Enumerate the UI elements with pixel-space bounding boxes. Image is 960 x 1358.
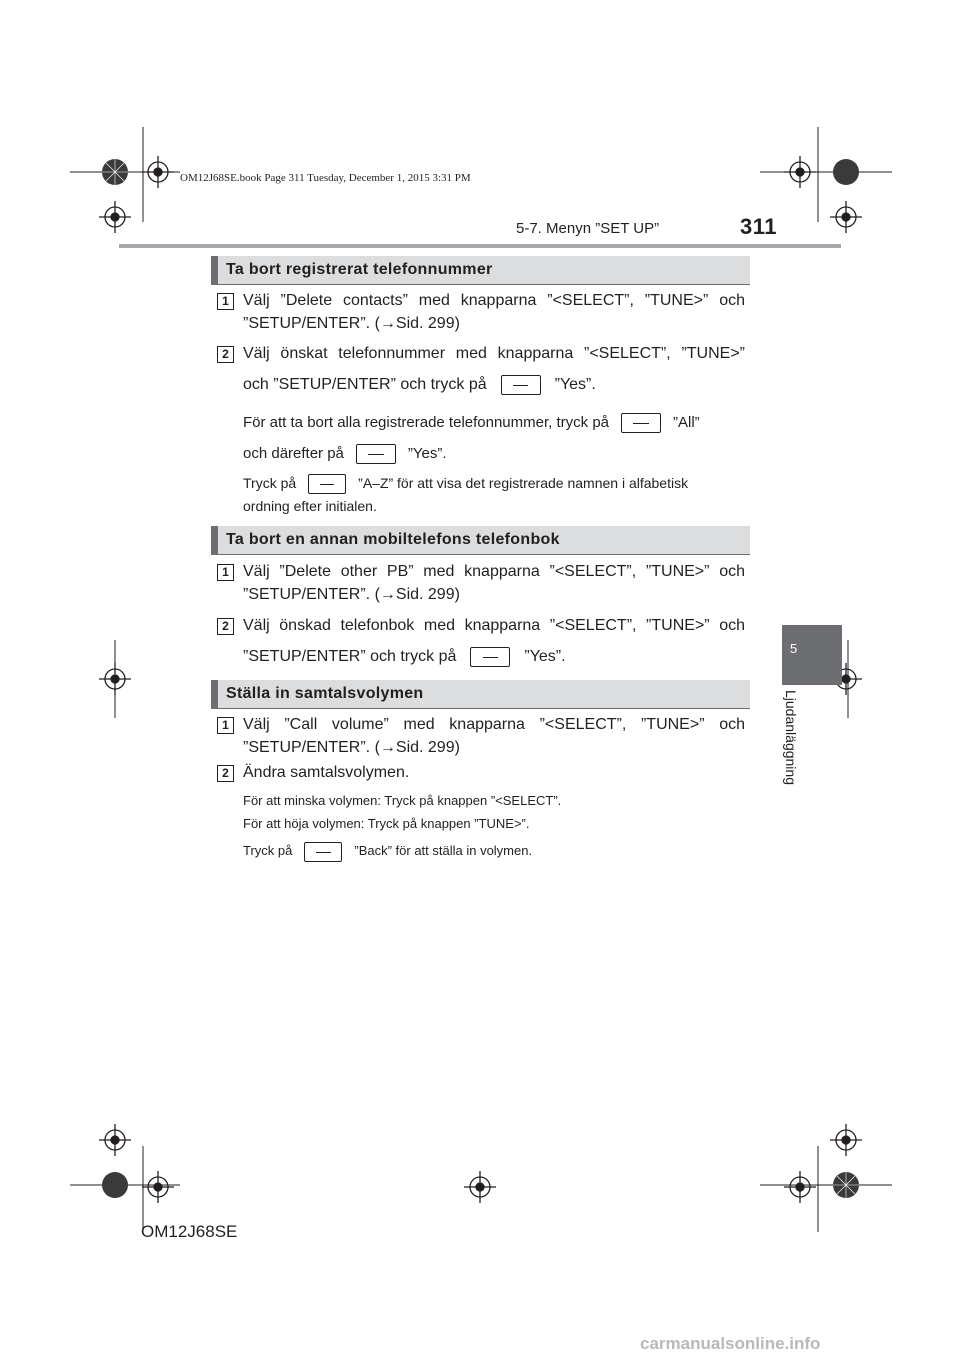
step-text: ”SETUP/ENTER”. (→Sid. 299)	[243, 586, 460, 603]
note-text: Tryck på ”A–Z” för att visa det registrerade namnen i alfabetisk	[243, 472, 745, 494]
note-text: För att ta bort alla registrerade telefonnummer, tryck på ”All”	[243, 412, 745, 434]
note-text: För att minska volymen: Tryck på knappen ”<SELECT”.	[243, 793, 562, 808]
note-text: ordning efter initialen.	[243, 498, 377, 514]
screen-button-icon	[501, 375, 541, 395]
section-header-call-volume	[211, 680, 750, 709]
page-number: 311	[740, 214, 777, 239]
step-text: Välj önskat telefonnummer med knapparna ”<SELECT”, ”TUNE>”	[243, 345, 745, 362]
chapter-label	[781, 690, 805, 800]
section-header-delete-phonebook	[211, 526, 750, 555]
header-rule	[119, 244, 841, 248]
step-text: Ändra samtalsvolymen.	[243, 764, 410, 781]
note-text: och därefter på ”Yes”.	[243, 443, 745, 465]
chapter-label-text: Ljudanläggning	[783, 690, 799, 785]
step-number: 1	[217, 564, 234, 581]
step-text: Välj ”Delete other PB” med knapparna ”<SELECT”, ”TUNE>” och	[243, 563, 745, 580]
step-number: 2	[217, 618, 234, 635]
screen-button-icon	[470, 647, 510, 667]
screen-button-icon	[621, 413, 661, 433]
header-section-title: 5-7. Menyn ”SET UP”	[516, 220, 660, 237]
step-number: 1	[217, 717, 234, 734]
screen-button-icon	[356, 444, 396, 464]
watermark: carmanualsonline.info	[640, 1334, 821, 1353]
section-header-delete-number	[211, 256, 750, 285]
screen-button-icon	[308, 474, 346, 494]
note-text: Tryck på ”Back” för att ställa in volymen.	[243, 840, 745, 862]
screen-button-icon	[304, 842, 342, 862]
step-text: Välj ”Delete contacts” med knapparna ”<SELECT”, ”TUNE>” och	[243, 292, 745, 309]
footer-manual-code: OM12J68SE	[141, 1222, 238, 1241]
note-text: För att höja volymen: Tryck på knappen ”TUNE>”.	[243, 816, 530, 831]
chapter-number: 5	[790, 641, 798, 656]
section-title: Ställa in samtalsvolymen	[226, 685, 424, 702]
step-number: 1	[217, 293, 234, 310]
step-text-line: och ”SETUP/ENTER” och tryck på ”Yes”.	[243, 376, 596, 393]
step-text: ”SETUP/ENTER”. (→Sid. 299)	[243, 739, 460, 756]
step-text: Välj ”Call volume” med knapparna ”<SELECT”, ”TUNE>” och	[243, 716, 745, 733]
chapter-tab	[782, 625, 842, 685]
step-number: 2	[217, 346, 234, 363]
step-text-line: ”SETUP/ENTER” och tryck på ”Yes”.	[243, 648, 566, 665]
section-title: Ta bort en annan mobiltelefons telefonbok	[226, 531, 560, 548]
step-number: 2	[217, 765, 234, 782]
step-text: Välj önskad telefonbok med knapparna ”<SELECT”, ”TUNE>” och	[243, 617, 745, 634]
section-title: Ta bort registrerat telefonnummer	[226, 261, 493, 278]
book-line: OM12J68SE.book Page 311 Tuesday, December 1, 2015 3:31 PM	[180, 172, 471, 184]
step-text: ”SETUP/ENTER”. (→Sid. 299)	[243, 315, 460, 332]
